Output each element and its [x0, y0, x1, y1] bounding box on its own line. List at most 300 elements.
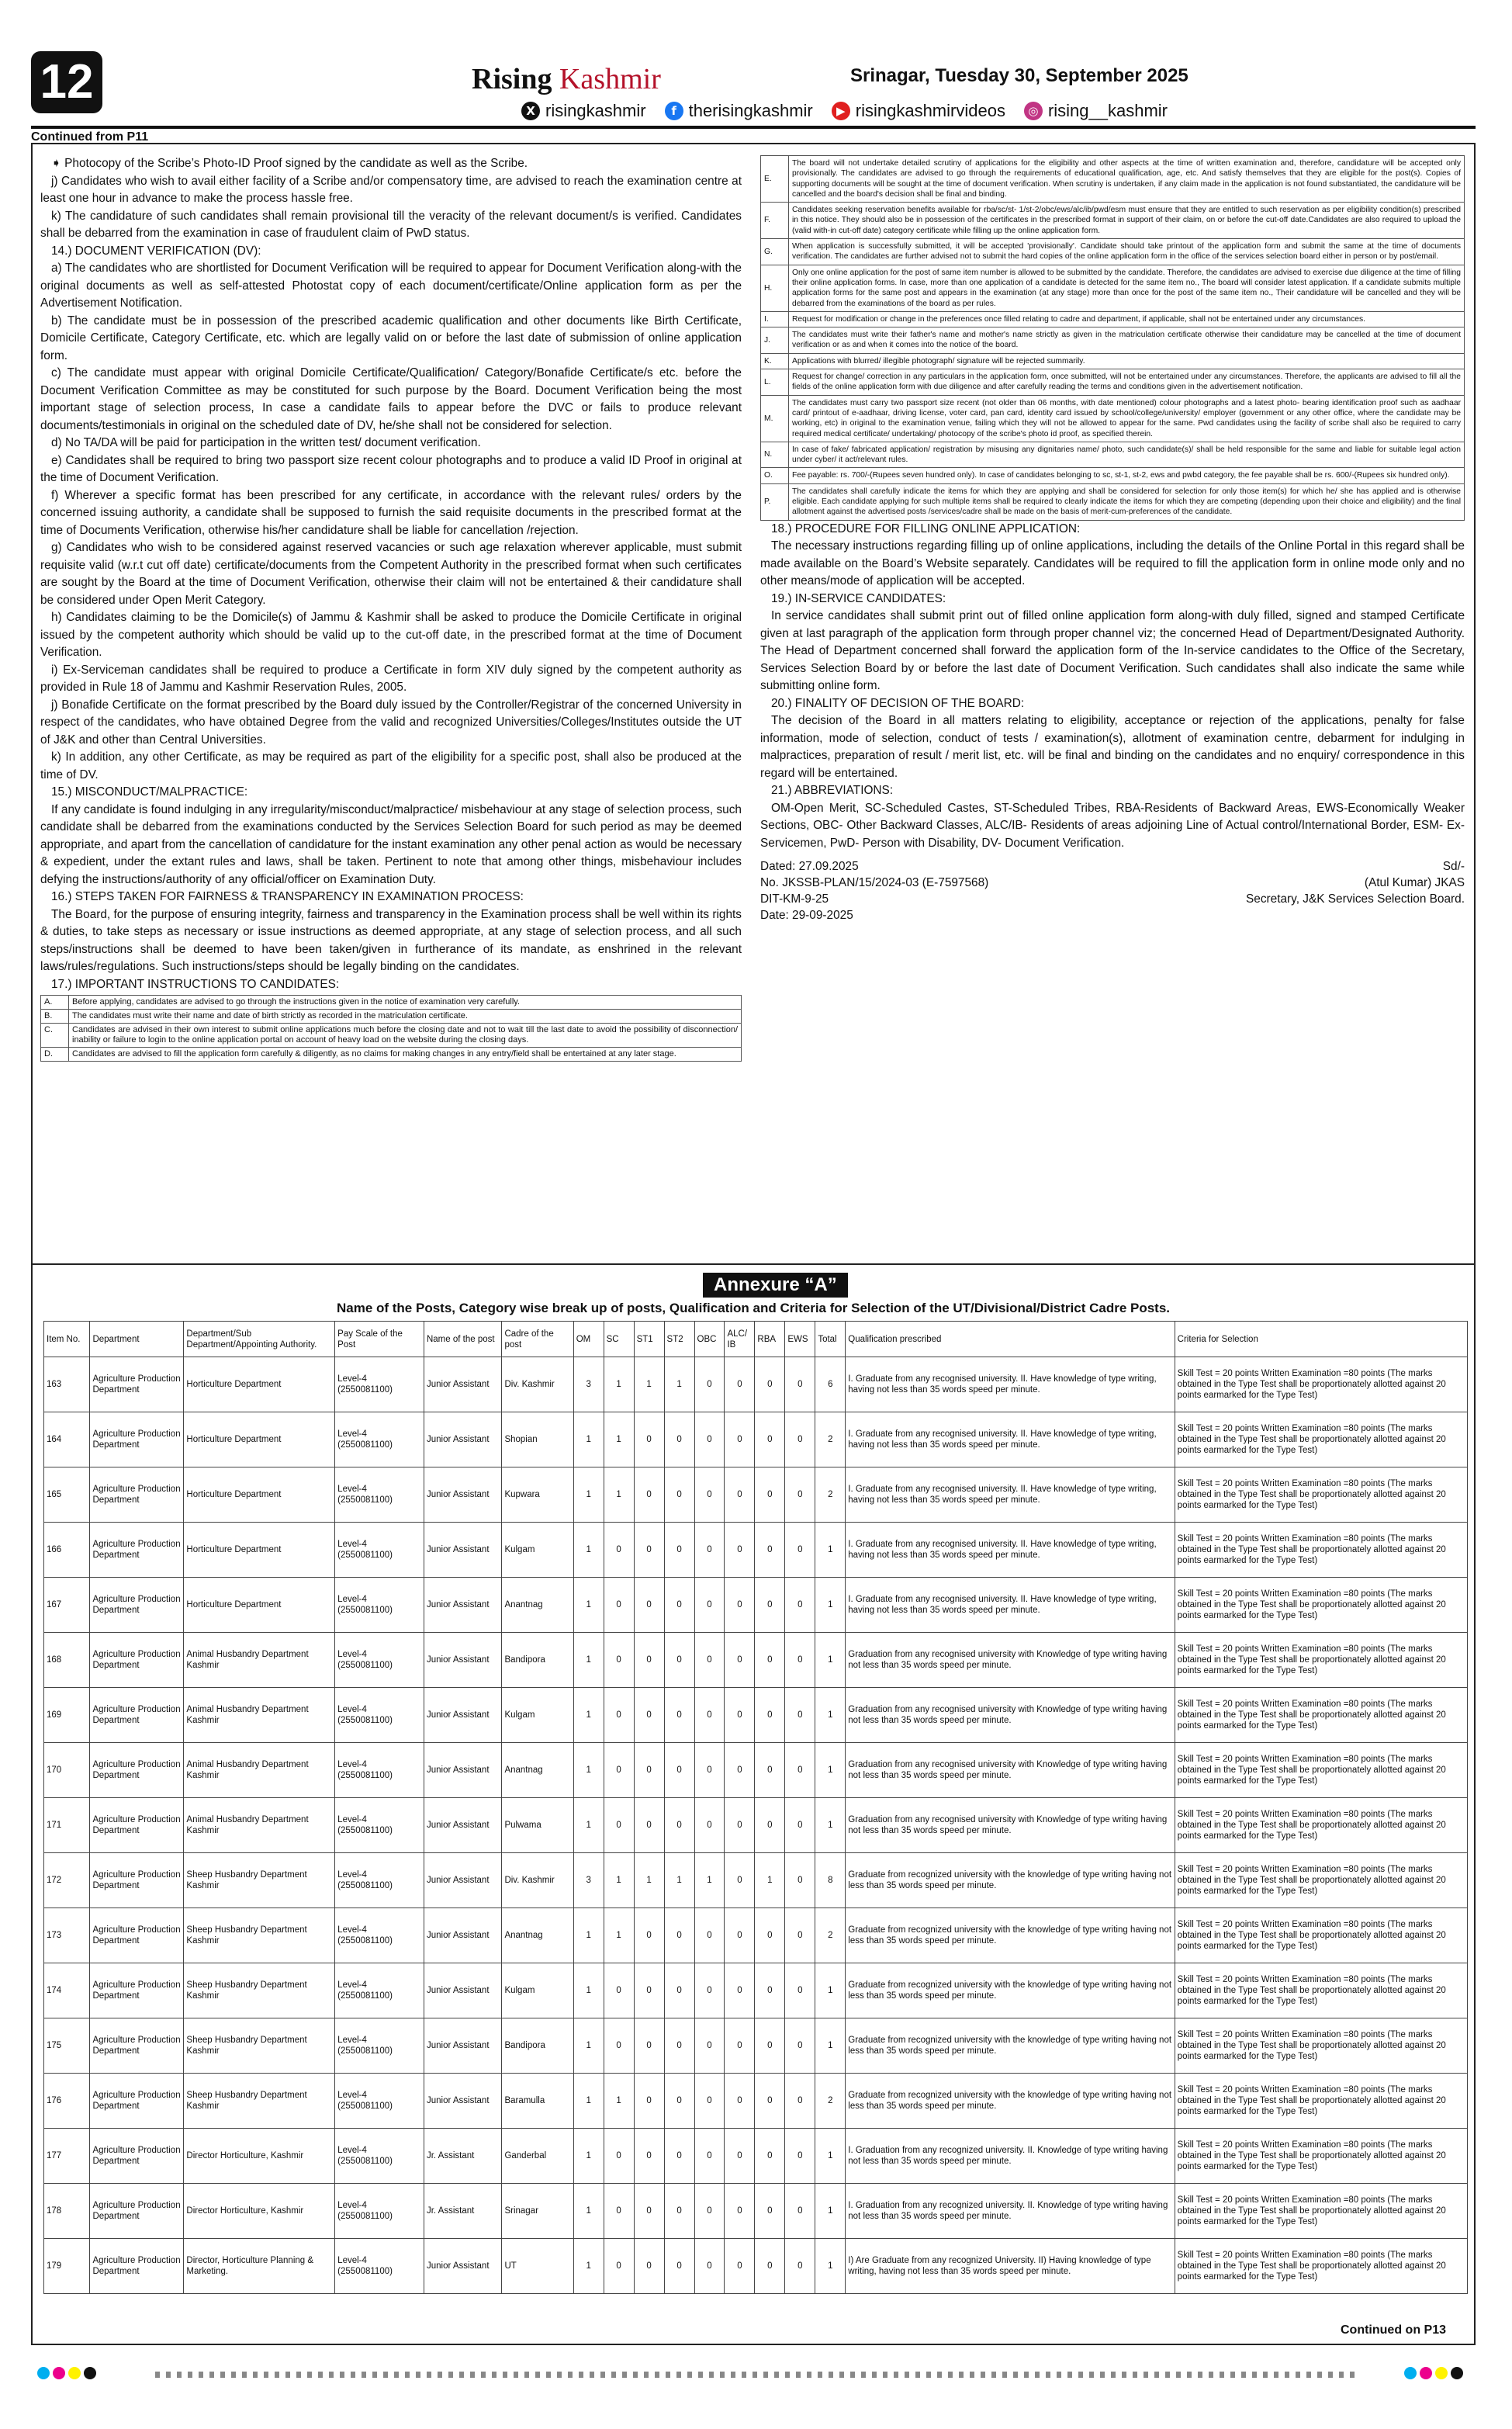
column-header: Department: [90, 1322, 184, 1357]
table-cell: 0: [604, 1963, 634, 2018]
table-cell: 0: [664, 1467, 694, 1523]
table-cell: 0: [664, 2184, 694, 2239]
table-cell: Level-4 (2550081100): [335, 1688, 424, 1743]
registration-marks-right: [1404, 2367, 1463, 2379]
table-cell: Kulgam: [502, 1523, 573, 1578]
table-cell: 0: [634, 1688, 664, 1743]
table-cell: I. Graduation from any recognized university. II. Knowledge of type writing having not less than 35 words speed per minute.: [846, 2129, 1175, 2184]
table-cell: Level-4 (2550081100): [335, 1908, 424, 1963]
signoff-left: DIT-KM-9-25: [760, 892, 829, 906]
table-cell: Horticulture Department: [184, 1578, 335, 1633]
table-cell: Animal Husbandry Department Kashmir: [184, 1688, 335, 1743]
table-cell: Skill Test = 20 points Written Examination =80 points (The marks obtained in the Type Test shall be proportionately allotted against 20 points earmarked for the Type Test): [1175, 1633, 1467, 1688]
table-cell: 163: [44, 1357, 90, 1412]
paragraph: c) The candidate must appear with original Domicile Certificate/Qualification/ Category/Bonafide Certificate/s etc. before the Document Verification Committee as may be constituted for such purpose by the Board. Document Verification being the most important stage of selection process, In case a candidate fails to appear before the DVC or fails to produce relevant documents/testimonials in original on the scheduled date of DV, he/she shall not be considered for selection.: [40, 366, 742, 432]
table-cell: Skill Test = 20 points Written Examination =80 points (The marks obtained in the Type Test shall be proportionately allotted against 20 points earmarked for the Type Test): [1175, 1743, 1467, 1798]
annexure-divider: [31, 1263, 1476, 1265]
table-cell: 0: [755, 1798, 785, 1853]
instruction-key: D.: [41, 1048, 69, 1062]
paragraph: g) Candidates who wish to be considered against reserved vacancies or such age relaxation wherever applicable, must submit requisite valid (w.r.t cut off date) certificate/documents from the Competent Authority in the prescribed format when such certificates are sought by the Board at the time of Document Verification, otherwise their claim will not be entertained & their candidature shall be considered under Open Merit Category.: [40, 541, 742, 607]
table-cell: 0: [634, 1578, 664, 1633]
paragraph: If any candidate is found indulging in any irregularity/misconduct/malpractice/ misbehaviour at any stage of selection process, such candidate shall be debarred from the examinations conducted by the Services Selection Board for such period as may be deemed appropriate, and apart from the cancellation of candidature for the instant examination any other penal action as would be necessary & expedient, under the extant rules and laws, shall be taken. Pertinent to note that among other things, misbehaviour includes defying the instructions/authority of any official/officer on Examination Duty.: [40, 802, 742, 886]
instruction-text: The candidates shall carefully indicate the items for which they are applying and shall be considered for selection for only those item(s) for which he/ she has applied and is otherwise eligible. Each candidate applying for such multiple items shall be required to clearly indicate the items for which they are competing (depending upon their choice and eligibility) and the final allotment against the advertised posts /services/cadre shall be made on the basis of merit-cum-preferences of the candidate.: [789, 483, 1465, 520]
table-cell: Level-4 (2550081100): [335, 1633, 424, 1688]
table-cell: 1: [604, 1412, 634, 1467]
continued-on: Continued on P13: [1341, 2323, 1446, 2337]
table-cell: 0: [785, 2239, 815, 2294]
column-header: Department/Sub Department/Appointing Authority.: [184, 1322, 335, 1357]
paragraph: f) Wherever a specific format has been prescribed for any certificate, in accordance with the relevant rules/ orders by the concerned issuing authority, a candidate shall be supposed to furnish the said requisite documents in the prescribed format at the time of Documents Verification, otherwise his/her candidature shall be liable for cancellation /rejection.: [40, 488, 742, 537]
table-cell: Skill Test = 20 points Written Examination =80 points (The marks obtained in the Type Test shall be proportionately allotted against 20 points earmarked for the Type Test): [1175, 1467, 1467, 1523]
table-cell: I. Graduate from any recognised university. II. Have knowledge of type writing, having not less than 35 words speed per minute.: [846, 1467, 1175, 1523]
instruction-text: Candidates are advised in their own interest to submit online applications much before the closing date and not to wait till the last date to avoid the possibility of disconnection/ inability or failure to login to the online application portal on account of heavy load on the website during the closing days.: [69, 1024, 742, 1048]
table-cell: 0: [634, 2184, 664, 2239]
instruction-row: [41, 996, 742, 1010]
table-cell: I) Are Graduate from any recognized University. II) Having knowledge of type writing, having not less than 35 words speed per minute.: [846, 2239, 1175, 2294]
table-cell: 0: [694, 2129, 725, 2184]
paragraph: In service candidates shall submit print out of filled online application form along-with duly filled, signed and stamped Certificate given at last paragraph of the application form through proper channel viz; the concerned Head of Department/Designated Authority. The Head of Department concerned shall forward the application form of the In-service candidates to the Office of the Secretary, Services Selection Board by or before the last date of Document Verification. Such candidates shall also indicate the same while submitting online form.: [760, 609, 1465, 693]
table-row: [44, 2018, 1468, 2074]
table-cell: Agriculture Production Department: [90, 2129, 184, 2184]
table-cell: 0: [694, 1633, 725, 1688]
section-heading: 20.) FINALITY OF DECISION OF THE BOARD:: [771, 696, 1025, 710]
table-cell: Div. Kashmir: [502, 1853, 573, 1908]
table-row: [44, 2239, 1468, 2294]
table-cell: 0: [604, 1798, 634, 1853]
column-header: Total: [815, 1322, 846, 1357]
table-cell: 0: [664, 1523, 694, 1578]
annexure-subtitle: Name of the Posts, Category wise break up of posts, Qualification and Criteria for Selection of the UT/Divisional/District Cadre Posts.: [336, 1301, 1171, 1315]
table-cell: 0: [604, 1578, 634, 1633]
table-cell: 0: [755, 2184, 785, 2239]
table-cell: 172: [44, 1853, 90, 1908]
table-cell: 0: [755, 1578, 785, 1633]
signoff-row: [760, 891, 1465, 907]
table-cell: Bandipora: [502, 2018, 573, 2074]
table-cell: 0: [785, 1908, 815, 1963]
table-cell: 0: [694, 2184, 725, 2239]
signoff-right: Sd/-: [1442, 860, 1465, 874]
table-cell: 2: [815, 1467, 846, 1523]
table-cell: 0: [664, 1412, 694, 1467]
instruction-row: [761, 239, 1465, 265]
instruction-row: [41, 1010, 742, 1024]
table-cell: Graduate from recognized university with the knowledge of type writing having not less than 35 words speed per minute.: [846, 2018, 1175, 2074]
table-cell: 1: [573, 1798, 604, 1853]
table-cell: 1: [604, 1908, 634, 1963]
instruction-row: [761, 468, 1465, 483]
table-cell: 0: [755, 1412, 785, 1467]
instruction-key: H.: [761, 265, 789, 311]
column-header: Qualification prescribed: [846, 1322, 1175, 1357]
section-heading: 18.) PROCEDURE FOR FILLING ONLINE APPLICATION:: [771, 521, 1081, 535]
table-cell: 0: [755, 2018, 785, 2074]
table-cell: 0: [604, 1523, 634, 1578]
table-cell: 1: [815, 2018, 846, 2074]
table-cell: Skill Test = 20 points Written Examination =80 points (The marks obtained in the Type Test shall be proportionately allotted against 20 points earmarked for the Type Test): [1175, 1688, 1467, 1743]
paragraph: h) Candidates claiming to be the Domicile(s) of Jammu & Kashmir shall be asked to produce the Domicile Certificate in original issued by the competent authority which should be valid up to the cut-off date, in the prescribed format at the time of Document Verification.: [40, 611, 742, 659]
table-cell: 0: [725, 1467, 755, 1523]
table-cell: 0: [725, 1688, 755, 1743]
table-cell: 1: [573, 1523, 604, 1578]
table-row: [44, 1743, 1468, 1798]
table-cell: 0: [664, 1578, 694, 1633]
table-cell: Agriculture Production Department: [90, 1853, 184, 1908]
table-cell: 0: [694, 1963, 725, 2018]
table-cell: 0: [785, 1467, 815, 1523]
column-header: Criteria for Selection: [1175, 1322, 1467, 1357]
paragraph: d) No TA/DA will be paid for participation in the written test/ document verification.: [51, 436, 481, 449]
signoff-right: Secretary, J&K Services Selection Board.: [1246, 892, 1465, 906]
table-cell: 173: [44, 1908, 90, 1963]
table-cell: Horticulture Department: [184, 1467, 335, 1523]
table-cell: 0: [755, 1467, 785, 1523]
instruction-row: [761, 311, 1465, 327]
instruction-row: [761, 353, 1465, 369]
table-cell: 0: [634, 1523, 664, 1578]
brand-rising: Rising: [472, 63, 552, 95]
table-cell: Pulwama: [502, 1798, 573, 1853]
table-cell: 0: [604, 2239, 634, 2294]
table-cell: Agriculture Production Department: [90, 1963, 184, 2018]
header-rule: [31, 126, 1476, 129]
table-cell: 0: [694, 1688, 725, 1743]
table-cell: 0: [785, 2018, 815, 2074]
table-cell: 1: [755, 1853, 785, 1908]
column-header: Name of the post: [424, 1322, 501, 1357]
table-cell: Level-4 (2550081100): [335, 1743, 424, 1798]
registration-marks-left: [37, 2367, 96, 2379]
table-cell: Director Horticulture, Kashmir: [184, 2129, 335, 2184]
table-cell: 0: [604, 2018, 634, 2074]
facebook-icon: f: [665, 102, 683, 120]
column-header: Pay Scale of the Post: [335, 1322, 424, 1357]
page-number: 12: [31, 51, 102, 113]
table-cell: 0: [634, 2239, 664, 2294]
social-handle: risingkashmir: [545, 101, 646, 120]
table-cell: 2: [815, 1412, 846, 1467]
instruction-key: C.: [41, 1024, 69, 1048]
social-item: [665, 101, 813, 121]
social-item: [1024, 101, 1168, 121]
table-cell: 3: [573, 1853, 604, 1908]
table-cell: 1: [604, 2074, 634, 2129]
table-cell: Junior Assistant: [424, 1412, 501, 1467]
table-cell: Agriculture Production Department: [90, 1357, 184, 1412]
table-cell: Skill Test = 20 points Written Examination =80 points (The marks obtained in the Type Test shall be proportionately allotted against 20 points earmarked for the Type Test): [1175, 2074, 1467, 2129]
column-header: SC: [604, 1322, 634, 1357]
instruction-text: Fee payable: rs. 700/-(Rupees seven hundred only). In case of candidates belonging to sc, st-1, st-2, ews and pwbd category, the fee payable shall be rs. 600/-(Rupees six hundred only).: [789, 468, 1465, 483]
youtube-icon: ▶: [832, 102, 850, 120]
table-cell: Skill Test = 20 points Written Examination =80 points (The marks obtained in the Type Test shall be proportionately allotted against 20 points earmarked for the Type Test): [1175, 2239, 1467, 2294]
social-handle: therisingkashmir: [688, 101, 813, 120]
table-cell: 0: [634, 2074, 664, 2129]
paragraph: The Board, for the purpose of ensuring integrity, fairness and transparency in the Examination process shall be well within its rights & duties, to take steps as necessary or issue instructions as deemed appropriate, at any stage of selection process, and all such steps/instructions shall be deemed to have been taken/given in furtherance of its mandate, as enshrined in the relevant laws/rules/regulations. Such instructions/steps should be legally binding on the candidates.: [40, 907, 742, 973]
instruction-key: E.: [761, 156, 789, 203]
table-cell: Jr. Assistant: [424, 2184, 501, 2239]
signoff-left: Dated: 27.09.2025: [760, 860, 859, 874]
table-cell: 1: [634, 1853, 664, 1908]
table-cell: Baramulla: [502, 2074, 573, 2129]
table-cell: 175: [44, 2018, 90, 2074]
table-cell: 1: [815, 1578, 846, 1633]
table-cell: Junior Assistant: [424, 1963, 501, 2018]
table-cell: 0: [725, 1853, 755, 1908]
table-cell: 0: [634, 2129, 664, 2184]
instruction-key: M.: [761, 395, 789, 442]
table-cell: Skill Test = 20 points Written Examination =80 points (The marks obtained in the Type Test shall be proportionately allotted against 20 points earmarked for the Type Test): [1175, 1578, 1467, 1633]
table-cell: 1: [573, 1633, 604, 1688]
table-cell: 0: [755, 1908, 785, 1963]
x-icon: X: [521, 102, 540, 120]
table-cell: 0: [664, 1743, 694, 1798]
table-cell: 0: [785, 1688, 815, 1743]
table-cell: 0: [785, 1523, 815, 1578]
table-cell: Level-4 (2550081100): [335, 1467, 424, 1523]
table-cell: 1: [573, 2018, 604, 2074]
table-cell: 0: [694, 1412, 725, 1467]
right-column: [760, 155, 1465, 923]
continued-from: Continued from P11: [31, 130, 149, 144]
table-cell: 0: [664, 2129, 694, 2184]
table-cell: 1: [634, 1357, 664, 1412]
table-cell: 0: [725, 1963, 755, 2018]
table-cell: 0: [755, 1743, 785, 1798]
table-cell: Level-4 (2550081100): [335, 2184, 424, 2239]
table-cell: Junior Assistant: [424, 1743, 501, 1798]
table-cell: Agriculture Production Department: [90, 1467, 184, 1523]
table-cell: 0: [725, 2129, 755, 2184]
table-cell: 1: [604, 1853, 634, 1908]
table-row: [44, 1523, 1468, 1578]
table-cell: 0: [694, 1467, 725, 1523]
table-cell: Kulgam: [502, 1688, 573, 1743]
table-cell: Agriculture Production Department: [90, 2018, 184, 2074]
table-cell: 0: [755, 2129, 785, 2184]
table-cell: Shopian: [502, 1412, 573, 1467]
table-cell: 0: [634, 1633, 664, 1688]
table-cell: 0: [604, 1688, 634, 1743]
table-cell: Junior Assistant: [424, 1853, 501, 1908]
table-cell: 1: [573, 1688, 604, 1743]
table-cell: Agriculture Production Department: [90, 1578, 184, 1633]
table-cell: Skill Test = 20 points Written Examination =80 points (The marks obtained in the Type Test shall be proportionately allotted against 20 points earmarked for the Type Test): [1175, 2184, 1467, 2239]
column-header: RBA: [755, 1322, 785, 1357]
table-cell: Graduate from recognized university with the knowledge of type writing having not less than 35 words speed per minute.: [846, 1853, 1175, 1908]
table-cell: 0: [725, 1743, 755, 1798]
table-cell: 0: [755, 1357, 785, 1412]
table-cell: Agriculture Production Department: [90, 1798, 184, 1853]
table-cell: 0: [785, 2074, 815, 2129]
paragraph: OM-Open Merit, SC-Scheduled Castes, ST-Scheduled Tribes, RBA-Residents of Backward Areas, EWS-Economically Weaker Sections, OBC- Other Backward Classes, ALC/IB- Residents of areas adjoining Line of Actual control/International Border, ESM- Ex-Servicemen, PwD- Person with Disability, DV- Document Verification.: [760, 801, 1465, 850]
table-cell: Level-4 (2550081100): [335, 1412, 424, 1467]
table-cell: 1: [573, 1963, 604, 2018]
instruction-text: The candidates must write their name and date of birth strictly as recorded in the matriculation certificate.: [69, 1010, 742, 1024]
section-heading: 14.) DOCUMENT VERIFICATION (DV):: [51, 244, 261, 258]
instruction-text: Request for change/ correction in any particulars in the application form, once submitted, will not be entertained under any circumstances. Therefore, the applicants are advised to fill all the fields of the online application form with due diligence and after carefully reading the terms and conditions given in the advertisement notification.: [789, 369, 1465, 396]
instruction-key: B.: [41, 1010, 69, 1024]
table-cell: Graduate from recognized university with the knowledge of type writing having not less than 35 words speed per minute.: [846, 1908, 1175, 1963]
table-cell: 0: [785, 1412, 815, 1467]
table-cell: Graduation from any recognised university with Knowledge of type writing having not less than 35 words speed per minute.: [846, 1688, 1175, 1743]
table-cell: 0: [694, 1743, 725, 1798]
table-cell: 0: [725, 2184, 755, 2239]
table-row: [44, 1412, 1468, 1467]
table-cell: 0: [725, 1633, 755, 1688]
table-cell: Agriculture Production Department: [90, 1633, 184, 1688]
table-cell: Junior Assistant: [424, 2074, 501, 2129]
table-row: [44, 1853, 1468, 1908]
table-cell: Junior Assistant: [424, 1357, 501, 1412]
table-cell: Skill Test = 20 points Written Examination =80 points (The marks obtained in the Type Test shall be proportionately allotted against 20 points earmarked for the Type Test): [1175, 1357, 1467, 1412]
instruction-text: The candidates must write their father's name and mother's name strictly as given in the matriculation certificate otherwise their candidature may be cancelled at the time of document verification or as and when it comes into the notice of the board.: [789, 327, 1465, 354]
table-cell: 167: [44, 1578, 90, 1633]
table-cell: 0: [785, 1853, 815, 1908]
column-header: OBC: [694, 1322, 725, 1357]
paragraph: ➧ Photocopy of the Scribe’s Photo-ID Proof signed by the candidate as well as the Scribe.: [51, 157, 528, 170]
table-cell: 0: [785, 1743, 815, 1798]
instruction-row: [761, 265, 1465, 311]
table-cell: 0: [664, 1633, 694, 1688]
table-cell: Junior Assistant: [424, 2018, 501, 2074]
table-cell: 2: [815, 2074, 846, 2129]
table-cell: Level-4 (2550081100): [335, 2129, 424, 2184]
table-cell: Agriculture Production Department: [90, 1908, 184, 1963]
instruction-row: [761, 369, 1465, 396]
table-cell: 1: [815, 1798, 846, 1853]
table-cell: 0: [664, 2239, 694, 2294]
table-cell: Junior Assistant: [424, 1633, 501, 1688]
table-cell: 0: [785, 2184, 815, 2239]
table-cell: 1: [573, 1578, 604, 1633]
table-cell: 0: [725, 2074, 755, 2129]
table-cell: 1: [815, 2239, 846, 2294]
table-cell: Level-4 (2550081100): [335, 1578, 424, 1633]
column-header: Cadre of the post: [502, 1322, 573, 1357]
table-row: [44, 2074, 1468, 2129]
masthead-logo: [472, 62, 661, 96]
table-cell: 0: [725, 1523, 755, 1578]
table-cell: Junior Assistant: [424, 2239, 501, 2294]
section-heading: 15.) MISCONDUCT/MALPRACTICE:: [51, 785, 248, 799]
left-column: [40, 155, 742, 1062]
instruction-key: O.: [761, 468, 789, 483]
table-cell: 168: [44, 1633, 90, 1688]
table-cell: Bandipora: [502, 1633, 573, 1688]
table-cell: Skill Test = 20 points Written Examination =80 points (The marks obtained in the Type Test shall be proportionately allotted against 20 points earmarked for the Type Test): [1175, 1523, 1467, 1578]
table-cell: 0: [634, 1412, 664, 1467]
table-cell: 1: [815, 1963, 846, 2018]
table-cell: 0: [725, 1798, 755, 1853]
table-cell: 0: [664, 2018, 694, 2074]
table-cell: 1: [664, 1357, 694, 1412]
instagram-icon: ◎: [1024, 102, 1043, 120]
instruction-row: [761, 483, 1465, 520]
table-cell: Junior Assistant: [424, 1523, 501, 1578]
table-cell: 1: [694, 1853, 725, 1908]
table-cell: Director, Horticulture Planning & Marketing.: [184, 2239, 335, 2294]
signoff-left: Date: 29-09-2025: [760, 909, 853, 923]
table-cell: 0: [725, 1908, 755, 1963]
table-cell: Animal Husbandry Department Kashmir: [184, 1743, 335, 1798]
table-cell: 0: [725, 1357, 755, 1412]
instruction-row: [761, 395, 1465, 442]
table-cell: Jr. Assistant: [424, 2129, 501, 2184]
instruction-text: Only one online application for the post of same item number is allowed to be submitted by the candidate. Therefore, the candidates are advised to exercise due diligence at the time of filling their online application forms. In case, more than one application of a candidate is detected for the same item no., The board will consider latest application. If a candidate submits multiple application forms for the same post and appears in the examination (at any stage) more than once for the post of the same item no., Their candidature will be cancelled and they will be debarred from the examinations of the board as per rules.: [789, 265, 1465, 311]
instruction-key: G.: [761, 239, 789, 265]
table-cell: Sheep Husbandry Department Kashmir: [184, 1853, 335, 1908]
table-cell: 0: [694, 1523, 725, 1578]
table-cell: 0: [755, 2074, 785, 2129]
table-cell: Animal Husbandry Department Kashmir: [184, 1633, 335, 1688]
signoff-right: (Atul Kumar) JKAS: [1364, 876, 1465, 890]
column-header: Item No.: [44, 1322, 90, 1357]
table-row: [44, 1688, 1468, 1743]
table-cell: 166: [44, 1523, 90, 1578]
table-cell: 1: [573, 1908, 604, 1963]
table-cell: Srinagar: [502, 2184, 573, 2239]
table-cell: Agriculture Production Department: [90, 1412, 184, 1467]
instruction-row: [761, 203, 1465, 239]
table-cell: 179: [44, 2239, 90, 2294]
paragraph: k) In addition, any other Certificate, as may be required as part of the eligibility for a specific post, shall also be produced at the time of DV.: [40, 750, 742, 781]
table-cell: Skill Test = 20 points Written Examination =80 points (The marks obtained in the Type Test shall be proportionately allotted against 20 points earmarked for the Type Test): [1175, 1798, 1467, 1853]
instruction-key: P.: [761, 483, 789, 520]
table-cell: Agriculture Production Department: [90, 1688, 184, 1743]
paragraph: a) The candidates who are shortlisted for Document Verification will be required to appear for Document Verification along-with the original documents as well as self-attested Photostat copy of each document/certificate/Online application form as per the Advertisement Notification.: [40, 262, 742, 310]
social-handles: [521, 101, 1168, 121]
table-cell: 0: [604, 1743, 634, 1798]
table-cell: Skill Test = 20 points Written Examination =80 points (The marks obtained in the Type Test shall be proportionately allotted against 20 points earmarked for the Type Test): [1175, 2129, 1467, 2184]
instruction-key: A.: [41, 996, 69, 1010]
table-cell: Level-4 (2550081100): [335, 1357, 424, 1412]
column-header: EWS: [785, 1322, 815, 1357]
instruction-key: N.: [761, 442, 789, 468]
table-cell: 1: [604, 1357, 634, 1412]
table-cell: 0: [634, 1743, 664, 1798]
table-cell: 174: [44, 1963, 90, 2018]
instruction-key: K.: [761, 353, 789, 369]
table-cell: Graduation from any recognised university with Knowledge of type writing having not less than 35 words speed per minute.: [846, 1743, 1175, 1798]
paragraph: The necessary instructions regarding filling up of online applications, including the details of the Online Portal in this regard shall be made available on the Board’s Website separately. Candidates will be required to fill the application form in online mode only and no other means/mode of application will be accepted.: [760, 539, 1465, 588]
table-cell: 1: [573, 1743, 604, 1798]
table-cell: 1: [573, 1412, 604, 1467]
table-cell: 177: [44, 2129, 90, 2184]
table-cell: Sheep Husbandry Department Kashmir: [184, 1963, 335, 2018]
print-dot-strip: [155, 2372, 1356, 2378]
instruction-row: [761, 327, 1465, 354]
table-cell: 0: [755, 1523, 785, 1578]
instruction-row: [41, 1024, 742, 1048]
table-cell: Kupwara: [502, 1467, 573, 1523]
instruction-row: [41, 1048, 742, 1062]
table-cell: Level-4 (2550081100): [335, 2018, 424, 2074]
table-cell: 0: [664, 1908, 694, 1963]
paragraph: k) The candidature of such candidates shall remain provisional till the veracity of the relevant document/s is verified. Candidates shall be debarred from the examination in case of fraudulent claim of PwD status.: [40, 209, 742, 240]
table-cell: 1: [573, 2184, 604, 2239]
paragraph: j) Bonafide Certificate on the format prescribed by the Board duly issued by the Controller/Registrar of the concerned University in respect of the candidates, who have obtained Degree from the valid and recognized Universities/Colleges/Institutes outside the UT of J&K and other than Central Universities.: [40, 698, 742, 747]
table-cell: Skill Test = 20 points Written Examination =80 points (The marks obtained in the Type Test shall be proportionately allotted against 20 points earmarked for the Type Test): [1175, 1908, 1467, 1963]
instruction-text: Applications with blurred/ illegible photograph/ signature will be rejected summarily.: [789, 353, 1465, 369]
table-cell: Graduation from any recognised university with Knowledge of type writing having not less than 35 words speed per minute.: [846, 1633, 1175, 1688]
table-cell: Graduate from recognized university with the knowledge of type writing having not less than 35 words speed per minute.: [846, 1963, 1175, 2018]
table-cell: 1: [815, 1523, 846, 1578]
table-cell: 0: [694, 1357, 725, 1412]
table-cell: Sheep Husbandry Department Kashmir: [184, 2074, 335, 2129]
table-cell: 1: [815, 1743, 846, 1798]
instruction-text: In case of fake/ fabricated application/ registration by misusing any dignitaries name/ photo, such candidate(s)/ shall be held responsible for the same and liable for suitable legal action under cyber/ it act/relevant rules.: [789, 442, 1465, 468]
table-cell: Skill Test = 20 points Written Examination =80 points (The marks obtained in the Type Test shall be proportionately allotted against 20 points earmarked for the Type Test): [1175, 1853, 1467, 1908]
